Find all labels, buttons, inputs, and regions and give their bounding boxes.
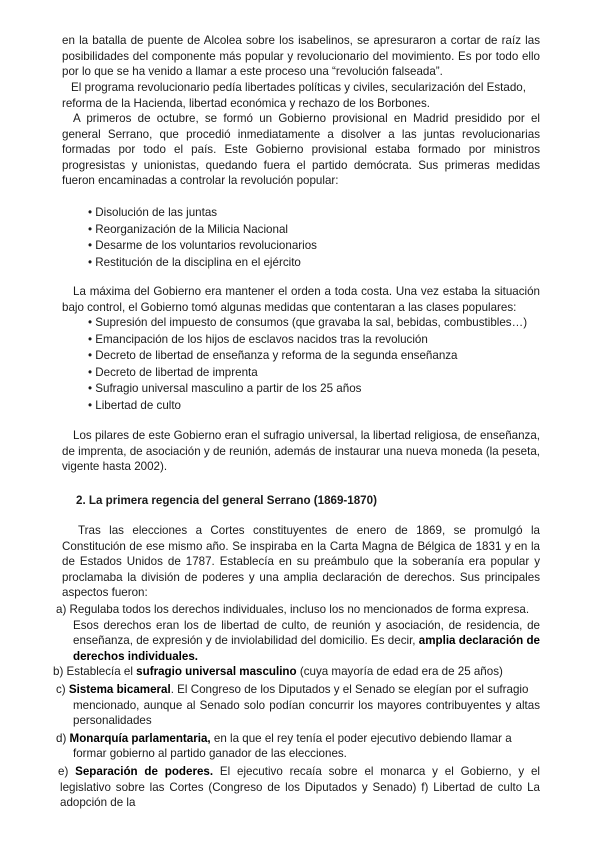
aspect-marker: d) xyxy=(56,731,67,745)
aspect-c-bold: Sistema bicameral xyxy=(68,682,171,696)
aspect-marker: b) xyxy=(53,665,64,679)
aspect-marker: e) xyxy=(58,764,69,778)
aspect-d: d) Monarquía parlamentaria, en la que el rey tenía el poder ejecutivo debiendo llamar a formar gobierno al partido ganador de las elecciones. xyxy=(56,731,540,762)
pillars-paragraph: Los pilares de este Gobierno eran el sufragio universal, la libertad religiosa, de enseñanza, de imprenta, de asociación y de reunión, además de instaurar una nueva moneda (la peseta, vigente hasta 2002). xyxy=(62,429,540,474)
aspect-c-continuation: mencionado, aunque al Senado solo podían concurrir los mayores contribuyentes y altas personalidades xyxy=(73,698,540,728)
aspect-b-bold: sufragio universal masculino xyxy=(136,665,297,679)
aspect-marker: a) xyxy=(56,603,67,616)
list-item: • Disolución de las juntas xyxy=(88,205,317,221)
aspect-d-bold: Monarquía parlamentaria, xyxy=(69,731,211,745)
list-item: • Decreto de libertad de imprenta xyxy=(88,365,527,381)
intro-paragraph-1: en la batalla de puente de Alcolea sobre los isabelinos, se apresuraron a cortar de raíz las posibilidades del componente más popular y revolucionario del movimiento. Es por todo ello por lo que se ha venido a llamar a este proceso una “revolución falseada”. xyxy=(62,34,540,79)
list-item: • Libertad de culto xyxy=(88,398,527,414)
aspects-list xyxy=(53,602,540,811)
section-2-heading: 2. La primera regencia del general Serrano (1869-1870) xyxy=(76,494,377,507)
list-item: • Sufragio universal masculino a partir de los 25 años xyxy=(88,381,527,397)
intro-paragraph-2 xyxy=(62,80,540,111)
list-item: • Desarme de los voluntarios revolucionarios xyxy=(88,238,317,254)
aspect-d-continuation: formar gobierno al partido ganador de las elecciones. xyxy=(73,747,347,761)
list-item: • Emancipación de los hijos de esclavos nacidos tras la revolución xyxy=(88,332,527,348)
intro-paragraph-3: A primeros de octubre, se formó un Gobierno provisional en Madrid presidido por el general Serrano, que procedió inmediatamente a disolver a las juntas revolucionarias formadas por todo el país. Este Gobierno provisional estaba formado por ministros progresistas y unionistas, quedando fuera el partido demócrata. Sus primeras medidas fueron encaminadas a controlar la revolución popular: xyxy=(62,112,540,188)
aspect-c: c) Sistema bicameral. El Congreso de los Diputados y el Senado se elegían por el sufragio mencionado, aunque al Senado solo podían concurrir los mayores contribuyentes y altas personalidades xyxy=(56,682,540,728)
list-item: • Supresión del impuesto de consumos (que gravaba la sal, bebidas, combustibles…) xyxy=(88,315,527,331)
first-measures-list xyxy=(88,205,317,271)
aspect-e: e) Separación de poderes. El ejecutivo recaía sobre el monarca y el Gobierno, y el legislativo sobre las Cortes (Congreso de los Diputados y Senado) f) Libertad de culto La adopción de la xyxy=(58,764,540,810)
list-item: • Reorganización de la Milicia Nacional xyxy=(88,222,317,238)
aspect-a-bold: amplia declaración de derechos individuales. xyxy=(73,634,540,663)
aspect-a-continuation: Esos derechos eran los de libertad de culto, de reunión y asociación, de residencia, de enseñanza, de expresión y de inviolabilidad del domicilio. Es decir, amplia declaración de derechos individuales. xyxy=(73,618,540,663)
aspect-e-bold: Separación de poderes. xyxy=(75,764,214,778)
section-2-paragraph: Tras las elecciones a Cortes constituyentes de enero de 1869, se promulgó la Constitución de ese mismo año. Se inspiraba en la Carta Magna de Bélgica de 1831 y en la de Estados Unidos de 1787. Establecía en su preámbulo que la soberanía era popular y proclamaba la división de poderes y una amplia declaración de derechos. Sus principales aspectos fueron: xyxy=(62,524,540,600)
aspect-marker: c) xyxy=(56,682,66,696)
aspect-a-first-line: Regulaba todos los derechos individuales, incluso los no mencionados de forma expresa. xyxy=(69,603,530,616)
intro-paragraph-2-line-1: El programa revolucionario pedía libertades políticas y civiles, secularización del Estado, xyxy=(71,81,526,94)
aspect-b: b) Establecía el sufragio universal masculino (cuya mayoría de edad era de 25 años) xyxy=(53,665,503,679)
popular-measures-intro: La máxima del Gobierno era mantener el orden a toda costa. Una vez estaba la situación bajo control, el Gobierno tomó algunas medidas que contentaran a las clases populares: xyxy=(62,285,540,314)
aspect-a xyxy=(56,602,540,664)
intro-paragraph-2-line-2: reforma de la Hacienda, libertad económica y rechazo de los Borbones. xyxy=(62,96,430,110)
list-item: • Decreto de libertad de enseñanza y reforma de la segunda enseñanza xyxy=(88,348,527,364)
list-item: • Restitución de la disciplina en el ejército xyxy=(88,255,317,271)
popular-measures-list xyxy=(88,315,527,415)
